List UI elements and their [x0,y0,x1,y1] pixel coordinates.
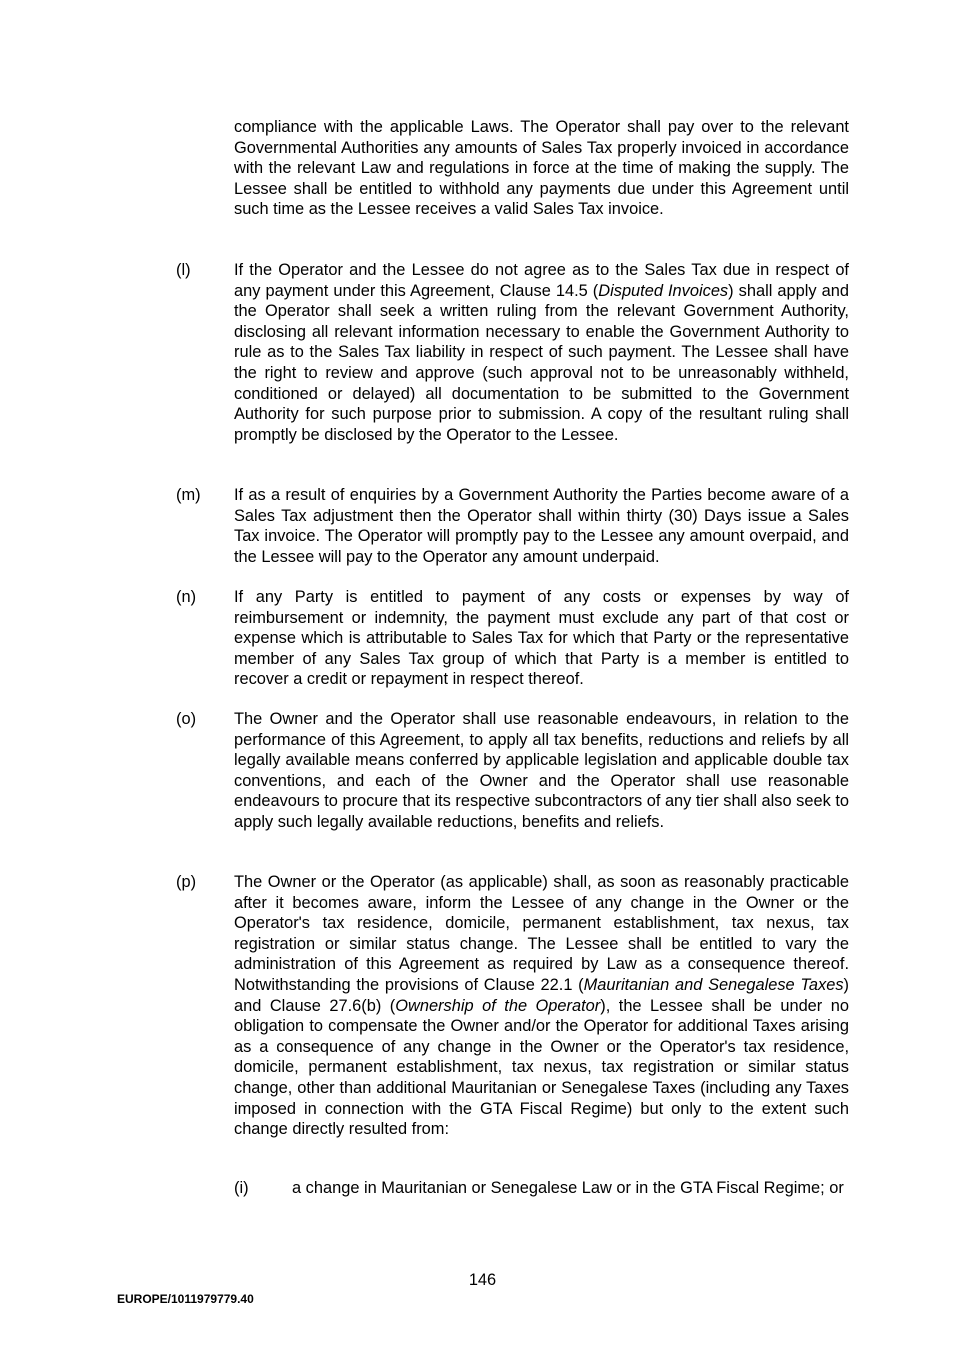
clause-l-text-1: If the Operator and the Lessee do not agree as to the Sales Tax due in respect of any payment under this Agreement, Clause 14.5 ( [234,261,849,300]
clause-o-text: The Owner and the Operator shall use reasonable endeavours, in relation to the performance of this Agreement, to apply all tax benefits, reductions and reliefs by all legally available means conferred by applicable legislation and applicable double tax conventions, and each of the Owner and the Operator shall use reasonable endeavours to procure that its respective subcontractors of any tier shall also seek to apply such legally available reductions, benefits and reliefs. [234,710,849,831]
clause-p-text-2: ) and Clause 27.6(b) ( [234,975,849,1015]
clause-p-text-1: The Owner or the Operator (as applicable) shall, as soon as reasonably practicable after it becomes aware, inform the Lessee of any change in the Owner or the Operator's tax residence, domicile, permanent establishment, tax nexus, tax registration or similar status change. The Lessee shall be entitled to vary the administration of this Agreement as required by Law as a consequence thereof. Notwithstanding the provisions of Clause 22.1 ( [234,873,849,994]
clause-m-label: (m) [176,486,201,504]
clause-p-text-3: ), the Lessee shall be under no obligation to compensate the Owner and/or the Operator for additional Taxes arising as a consequence of any change in the Owner or the Operator's tax residence, domicile, permanent establishment, tax nexus, tax registration or similar status change, other than additional Mauritanian or Senegalese Taxes (including any Taxes imposed in connection with the GTA Fiscal Regime) but only to the extent such change directly resulted from: [234,996,849,1139]
clause-n-text: If any Party is entitled to payment of any costs or expenses by way of reimbursement or indemnity, the payment must exclude any part of that cost or expense which is attributable to Sales Tax for which that Party or the representative member of any Sales Tax group of which that Party is a member is entitled to recover a credit or repayment in respect thereof. [234,588,849,689]
document-reference: EUROPE/1011979779.40 [117,1292,254,1306]
clause-l-italic-disputed-invoices: Disputed Invoices [598,281,729,300]
sub-clause-i-text: a change in Mauritanian or Senegalese Law or in the GTA Fiscal Regime; or [292,1179,844,1197]
clause-p-label: (p) [176,873,197,891]
clause-l-text [234,260,849,445]
clause-m-text: If as a result of enquiries by a Government Authority the Parties become aware of a Sales Tax adjustment then the Operator shall within thirty (30) Days issue a Sales Tax invoice. The Operator will promptly pay to the Lessee any amount overpaid, and the Lessee will pay to the Operator any amount underpaid. [234,486,849,566]
clause-p-italic-ownership-operator: Ownership of the Operator [395,996,601,1015]
sub-clause-i-label: (i) [234,1179,249,1197]
clause-n-label: (n) [176,588,197,606]
clause-p-italic-mauritanian-taxes: Mauritanian and Senegalese Taxes [583,975,844,994]
page-number: 146 [468,1271,497,1289]
clause-o-label: (o) [176,710,197,728]
clause-l-label: (l) [176,261,191,279]
clause-p-text [234,872,849,1140]
continuation-paragraph: compliance with the applicable Laws. The Operator shall pay over to the relevant Governmental Authorities any amounts of Sales Tax properly invoiced in accordance with the relevant Law and regulations in force at the time of making the supply. The Lessee shall be entitled to withhold any payments due under this Agreement until such time as the Lessee receives a valid Sales Tax invoice. [234,118,849,219]
clause-l-text-2: ) shall apply and the Operator shall seek a written ruling from the relevant Government Authority, disclosing all relevant information necessary to enable the Government Authority to rule as to the Sales Tax liability in respect of such payment. The Lessee shall have the right to review and approve (such approval not to be unreasonably withheld, conditioned or delayed) all documentation to be submitted to the Government Authority for such purpose prior to submission. A copy of the resultant ruling shall promptly be disclosed by the Operator to the Lessee. [234,281,849,444]
